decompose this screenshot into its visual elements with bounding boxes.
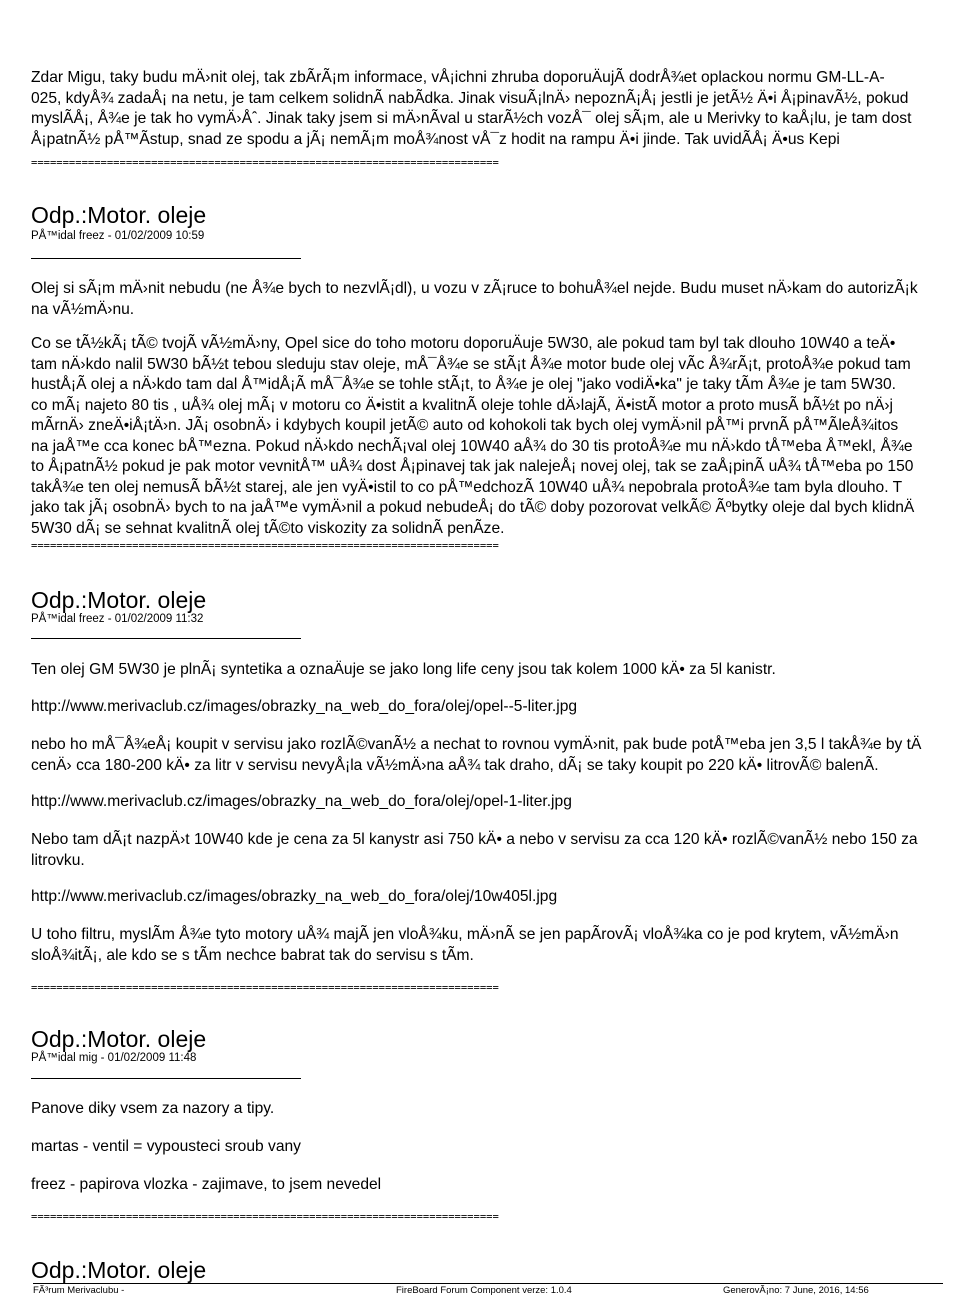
text-line: na vÃ½mÄ›nu. xyxy=(31,300,135,318)
post-paragraph xyxy=(31,1137,301,1158)
text-line: na jaÅ™e cca konec bÅ™ezna. Pokud nÄ›kdo nechÃ¡val olej 10W40 aÅ¾ do 30 tis protoÅ¾e mu nÄ›kdo tÅ™eba Å™ekl, Å¾e xyxy=(31,437,913,455)
text-line: hustÅ¡Ã olej a nÄ›kdo tam dal Å™idÅ¡Ã mÅ¯Å¾e se tohle stÃ¡t, to Å¾e je olej "jako vodiÄ•ka" je taky tÃm Å¾e je tam 5W30. xyxy=(31,376,896,393)
footer-forum-name: FÃ³rum Merivaclubu - xyxy=(33,1285,125,1296)
post-meta: PÅ™idal freez - 01/02/2009 10:59 xyxy=(31,230,205,242)
separator: ========================================================================== xyxy=(31,1211,499,1223)
post-paragraph xyxy=(31,830,918,871)
text-line: freez - papirova vlozka - zajimave, to jsem nevedel xyxy=(31,1176,382,1193)
post-paragraph xyxy=(31,660,776,681)
text-line: Co se tÃ½kÃ¡ tÃ© tvojÃ vÃ½mÄ›ny, Opel sice do toho motoru doporuÄuje 5W30, ale pokud tam byl tak dlouho 10W40 a teÄ• xyxy=(31,335,896,352)
image-link[interactable] xyxy=(31,887,557,908)
text-line: Zdar Migu, taky budu mÄ›nit olej, tak zbÃrÃ¡m informace, vÅ¡ichni zhruba doporuÄujÃ dodrÅ¾et oplackou normu GM-LL-A- xyxy=(31,69,885,86)
divider xyxy=(31,1078,301,1079)
separator: ========================================================================== xyxy=(31,157,499,169)
text-line: Olej si sÃ¡m mÄ›nit nebudu (ne Å¾e bych to nezvlÃ¡dl), u vozu v zÃ¡ruce to bohuÅ¾el nejde. Budu muset nÄ›kam do autorizÃ¡k xyxy=(31,280,918,297)
post-paragraph xyxy=(31,334,914,539)
post-title: Odp.:Motor. oleje xyxy=(31,587,207,613)
text-line: Nebo tam dÃ¡t nazpÄ›t 10W40 kde je cena za 5l kanystr asi 750 kÄ• a nebo v servisu za cca 120 kÄ• rozlÃ©vanÃ½ nebo 150 za xyxy=(31,831,918,848)
text-line: Å¡patnÃ½ pÅ™Ãstup, snad ze spodu a jÃ¡ nemÃ¡m moÅ¾nost vÅ¯z hodit na rampu Ä•i jinde. Tak uvidÃÅ¡ Ä•us Kepi xyxy=(31,130,840,148)
text-line: takÅ¾e ten olej nemusÃ bÃ½t starej, ale jen vyÄ•istil to co pÅ™edchozÃ 10W40 uÅ¾ nepobrala protoÅ¾e tam byla dlouho. T xyxy=(31,478,903,496)
divider xyxy=(31,638,301,639)
post-title: Odp.:Motor. oleje xyxy=(31,1026,207,1052)
text-line: 025, kdyÅ¾ zadaÅ¡ na netu, je tam celkem solidnÃ nabÃdka. Jinak visuÃ¡lnÄ› nepoznÃ¡Å¡ jestli je jetÃ½ Ä•i Å¡pinavÃ½, pokud xyxy=(31,89,909,107)
image-link[interactable] xyxy=(31,697,577,718)
post-meta: PÅ™idal freez - 01/02/2009 11:32 xyxy=(31,613,204,625)
separator: ========================================================================== xyxy=(31,982,499,994)
text-line: co mÃ¡ najeto 80 tis , uÅ¾ olej mÃ¡ v motoru co Ä•istit a kvalitnÃ oleje tohle dÄ›lajÃ, Ä•istÃ motor a proto musÃ bÃ½t po nÄ›j xyxy=(31,396,894,414)
post-paragraph xyxy=(31,279,918,320)
post-paragraph xyxy=(31,1099,274,1120)
link-text[interactable]: http://www.merivaclub.cz/images/obrazky_na_web_do_fora/olej/opel-1-liter.jpg xyxy=(31,793,572,810)
text-line: 5W30 dÃ¡ se sehnat kvalitnÃ olej tÃ©to viskozity za solidnÃ penÃze. xyxy=(31,519,505,537)
image-link[interactable] xyxy=(31,792,572,813)
divider xyxy=(31,258,301,259)
page-footer xyxy=(33,1283,943,1296)
text-line: tam nÄ›kdo nalil 5W30 bÃ½t tebou sleduju stav oleje, mÅ¯Å¾e se stÃ¡t Å¾e motor bude olej vÃc Å¾rÃ¡t, protoÅ¾e pokud tam xyxy=(31,355,911,373)
post-paragraph xyxy=(31,925,899,966)
link-text[interactable]: http://www.merivaclub.cz/images/obrazky_na_web_do_fora/olej/opel--5-liter.jpg xyxy=(31,698,578,715)
footer-generated-date: GenerovÃ¡no: 7 June, 2016, 14:56 xyxy=(723,1285,869,1296)
post-paragraph xyxy=(31,735,921,776)
text-line: cenÄ› cca 180-200 kÄ• za litr v servisu nevyÅ¡la vÃ½mÄ›na aÅ¾ tak draho, dÃ¡ se taky koupit po 220 kÄ• litrovÃ© balenÃ. xyxy=(31,756,879,774)
text-line: sloÅ¾itÃ¡, ale kdo se s tÃm nechce babrat tak do servisu s tÃm. xyxy=(31,946,474,964)
text-line: to Å¡patnÃ½ pokud je pak motor vevnitÅ™ uÅ¾ dost Å¡pinavej tak jak nalejeÅ¡ novej olej, tak se zaÅ¡pinÃ uÅ¾ tÅ™eba po 150 xyxy=(31,458,914,475)
post-meta: PÅ™idal mig - 01/02/2009 11:48 xyxy=(31,1052,197,1064)
text-line: nebo ho mÅ¯Å¾eÅ¡ koupit v servisu jako rozlÃ©vanÃ½ a nechat to rovnou vymÄ›nit, pak bude potÅ™eba jen 3,5 l takÅ¾e by tÄ xyxy=(31,736,922,753)
post-title: Odp.:Motor. oleje xyxy=(31,1257,207,1283)
link-text[interactable]: http://www.merivaclub.cz/images/obrazky_na_web_do_fora/olej/10w405l.jpg xyxy=(31,888,558,905)
text-line: myslÃÅ¡, Å¾e je tak ho vymÄ›Åˆ. Jinak taky jsem si mÄ›nÃval u starÃ½ch vozÅ¯ olej sÃ¡m, ale u Merivky to kaÅ¡lu, je tam dost xyxy=(31,110,912,127)
text-line: U toho filtru, myslÃm Å¾e tyto motory uÅ¾ majÃ jen vloÅ¾ku, mÄ›nÃ se jen papÃrovÃ¡ vloÅ¾ka co je pod krytem, vÃ½mÄ›n xyxy=(31,926,899,943)
footer-component-version: FireBoard Forum Component verze: 1.0.4 xyxy=(396,1285,572,1296)
separator: ========================================================================== xyxy=(31,540,499,552)
post-title: Odp.:Motor. oleje xyxy=(31,202,207,228)
post-paragraph xyxy=(31,1175,381,1196)
text-line: mÃrnÄ› zneÄ•iÅ¡tÄ›n. JÃ¡ osobnÄ› i kdybych koupil jetÃ© auto od kohokoli tak bych olej vymÄ›nil pÅ™i prvnÃ pÅ™ÃleÅ¾itos xyxy=(31,417,899,434)
text-line: Ten olej GM 5W30 je plnÃ¡ syntetika a oznaÄuje se jako long life ceny jsou tak kolem 1000 kÄ• za 5l kanistr. xyxy=(31,661,776,678)
intro-paragraph xyxy=(31,68,911,150)
text-line: jako tak jÃ¡ osobnÄ› bych to na jaÅ™e vymÄ›nil a pokud nebudeÅ¡ do tÃ© doby pozorovat velkÃ© Ãºbytky oleje dal bych klidnÄ xyxy=(31,499,915,516)
text-line: martas - ventil = vypousteci sroub vany xyxy=(31,1138,301,1155)
text-line: Panove diky vsem za nazory a tipy. xyxy=(31,1100,275,1117)
text-line: litrovku. xyxy=(31,851,85,869)
